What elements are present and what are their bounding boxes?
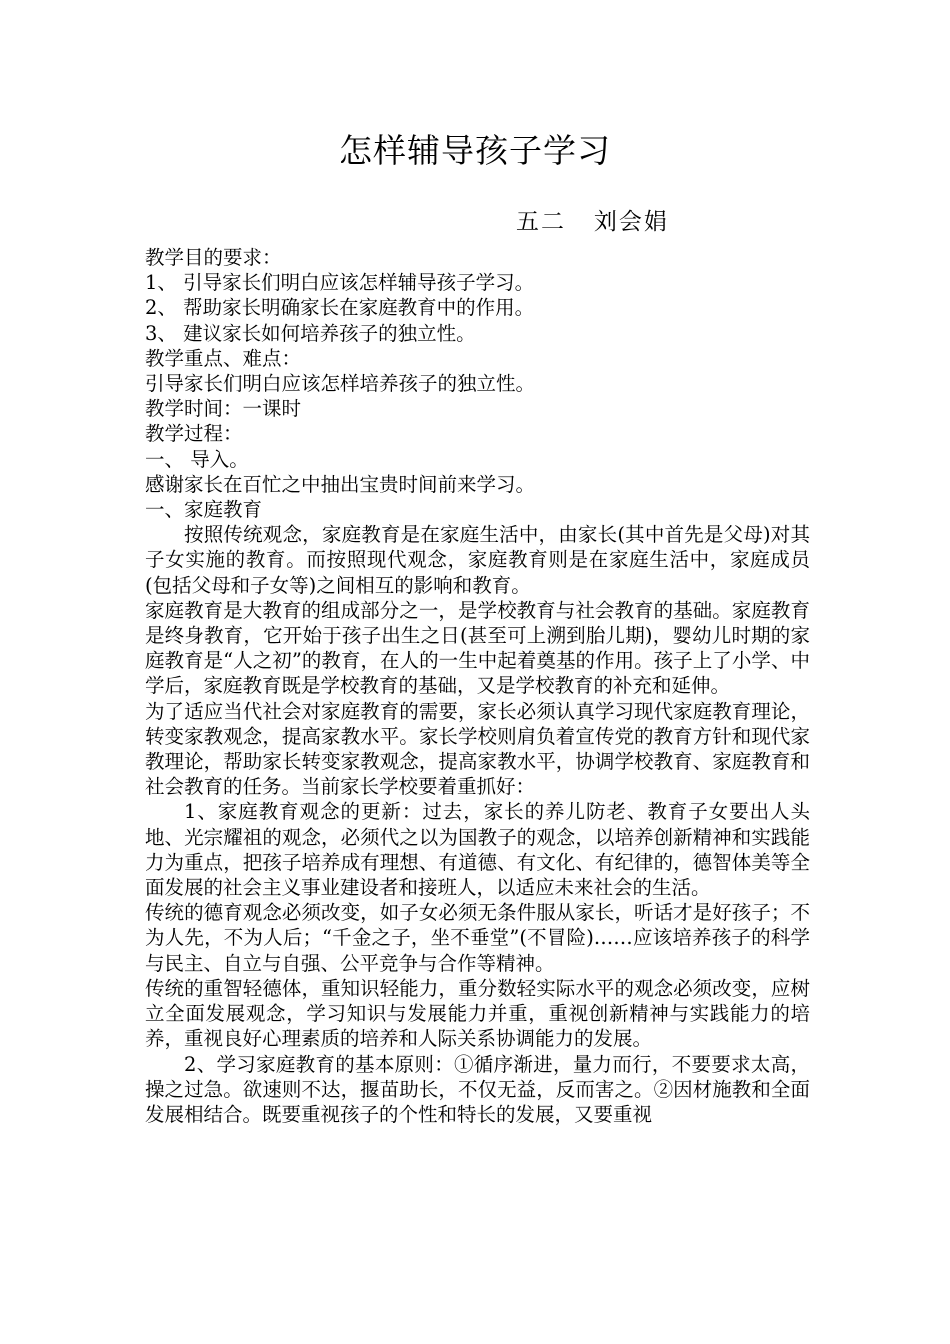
paragraph: 教学过程： [145, 422, 243, 446]
paragraph: 1、 引导家长们明白应该怎样辅导孩子学习。 [145, 271, 535, 295]
paragraph: 教学重点、难点： [145, 346, 302, 370]
paragraph: 按照传统观念，家庭教育是在家庭生活中，由家长(其中首先是父母)对其子女实施的教育。而按照现代观念，家庭教育则是在家庭生活中，家庭成员(包括父母和子女等)之间相互的影响和教育。 [145, 523, 810, 597]
paragraph: 一、家庭教育 [145, 498, 263, 522]
paragraph: 引导家长们明白应该怎样培养孩子的独立性。 [145, 372, 536, 396]
paragraph: 传统的德育观念必须改变，如子女必须无条件服从家长，听话才是好孩子；不为人先，不为人后；“千金之子，坐不垂堂”(不冒险)……应该培养孩子的科学与民主、自立与自强、公平竞争与合作等精神。 [145, 901, 810, 975]
document-body [145, 245, 810, 1127]
paragraph: 感谢家长在百忙之中抽出宝贵时间前来学习。 [145, 472, 536, 496]
paragraph: 一、 导入。 [145, 447, 249, 471]
paragraph: 1、家庭教育观念的更新：过去，家长的养儿防老、教育子女要出人头地、光宗耀祖的观念，必须代之以为国教子的观念，以培养创新精神和实践能力为重点，把孩子培养成有理想、有道德、有文化、有纪律的，德智体美等全面发展的社会主义事业建设者和接班人，以适应未来社会的生活。 [145, 800, 810, 900]
document-author: 五二 刘会娟 [516, 209, 669, 235]
paragraph: 2、学习家庭教育的基本原则：①循序渐进，量力而行，不要要求太高，操之过急。欲速则不达，揠苗助长，不仅无益，反而害之。②因材施教和全面发展相结合。既要重视孩子的个性和特长的发展，又要重视 [145, 1052, 810, 1126]
paragraph: 教学目的要求： [145, 246, 282, 269]
paragraph: 2、 帮助家长明确家长在家庭教育中的作用。 [145, 296, 535, 320]
paragraph: 教学时间：一课时 [145, 397, 302, 421]
document-title: 怎样辅导孩子学习 [339, 131, 611, 170]
paragraph: 传统的重智轻德体，重知识轻能力，重分数轻实际水平的观念必须改变，应树立全面发展观念，学习知识与发展能力并重，重视创新精神与实践能力的培养，重视良好心理素质的培养和人际关系协调能力的发展。 [145, 976, 810, 1051]
paragraph: 家庭教育是大教育的组成部分之一，是学校教育与社会教育的基础。家庭教育是终身教育，它开始于孩子出生之日(甚至可上溯到胎儿期)，婴幼儿时期的家庭教育是“人之初”的教育，在人的一生中起着奠基的作用。孩子上了小学、中学后，家庭教育既是学校教育的基础，又是学校教育的补充和延伸。 [145, 598, 810, 698]
paragraph: 3、 建议家长如何培养孩子的独立性。 [145, 321, 476, 345]
paragraph: 为了适应当代社会对家庭教育的需要，家长必须认真学习现代家庭教育理论，转变家教观念，提高家教水平。家长学校则肩负着宣传党的教育方针和现代家教理论，帮助家长转变家教观念，提高家教水平，协调学校教育、家庭教育和社会教育的任务。当前家长学校要着重抓好： [145, 699, 810, 799]
